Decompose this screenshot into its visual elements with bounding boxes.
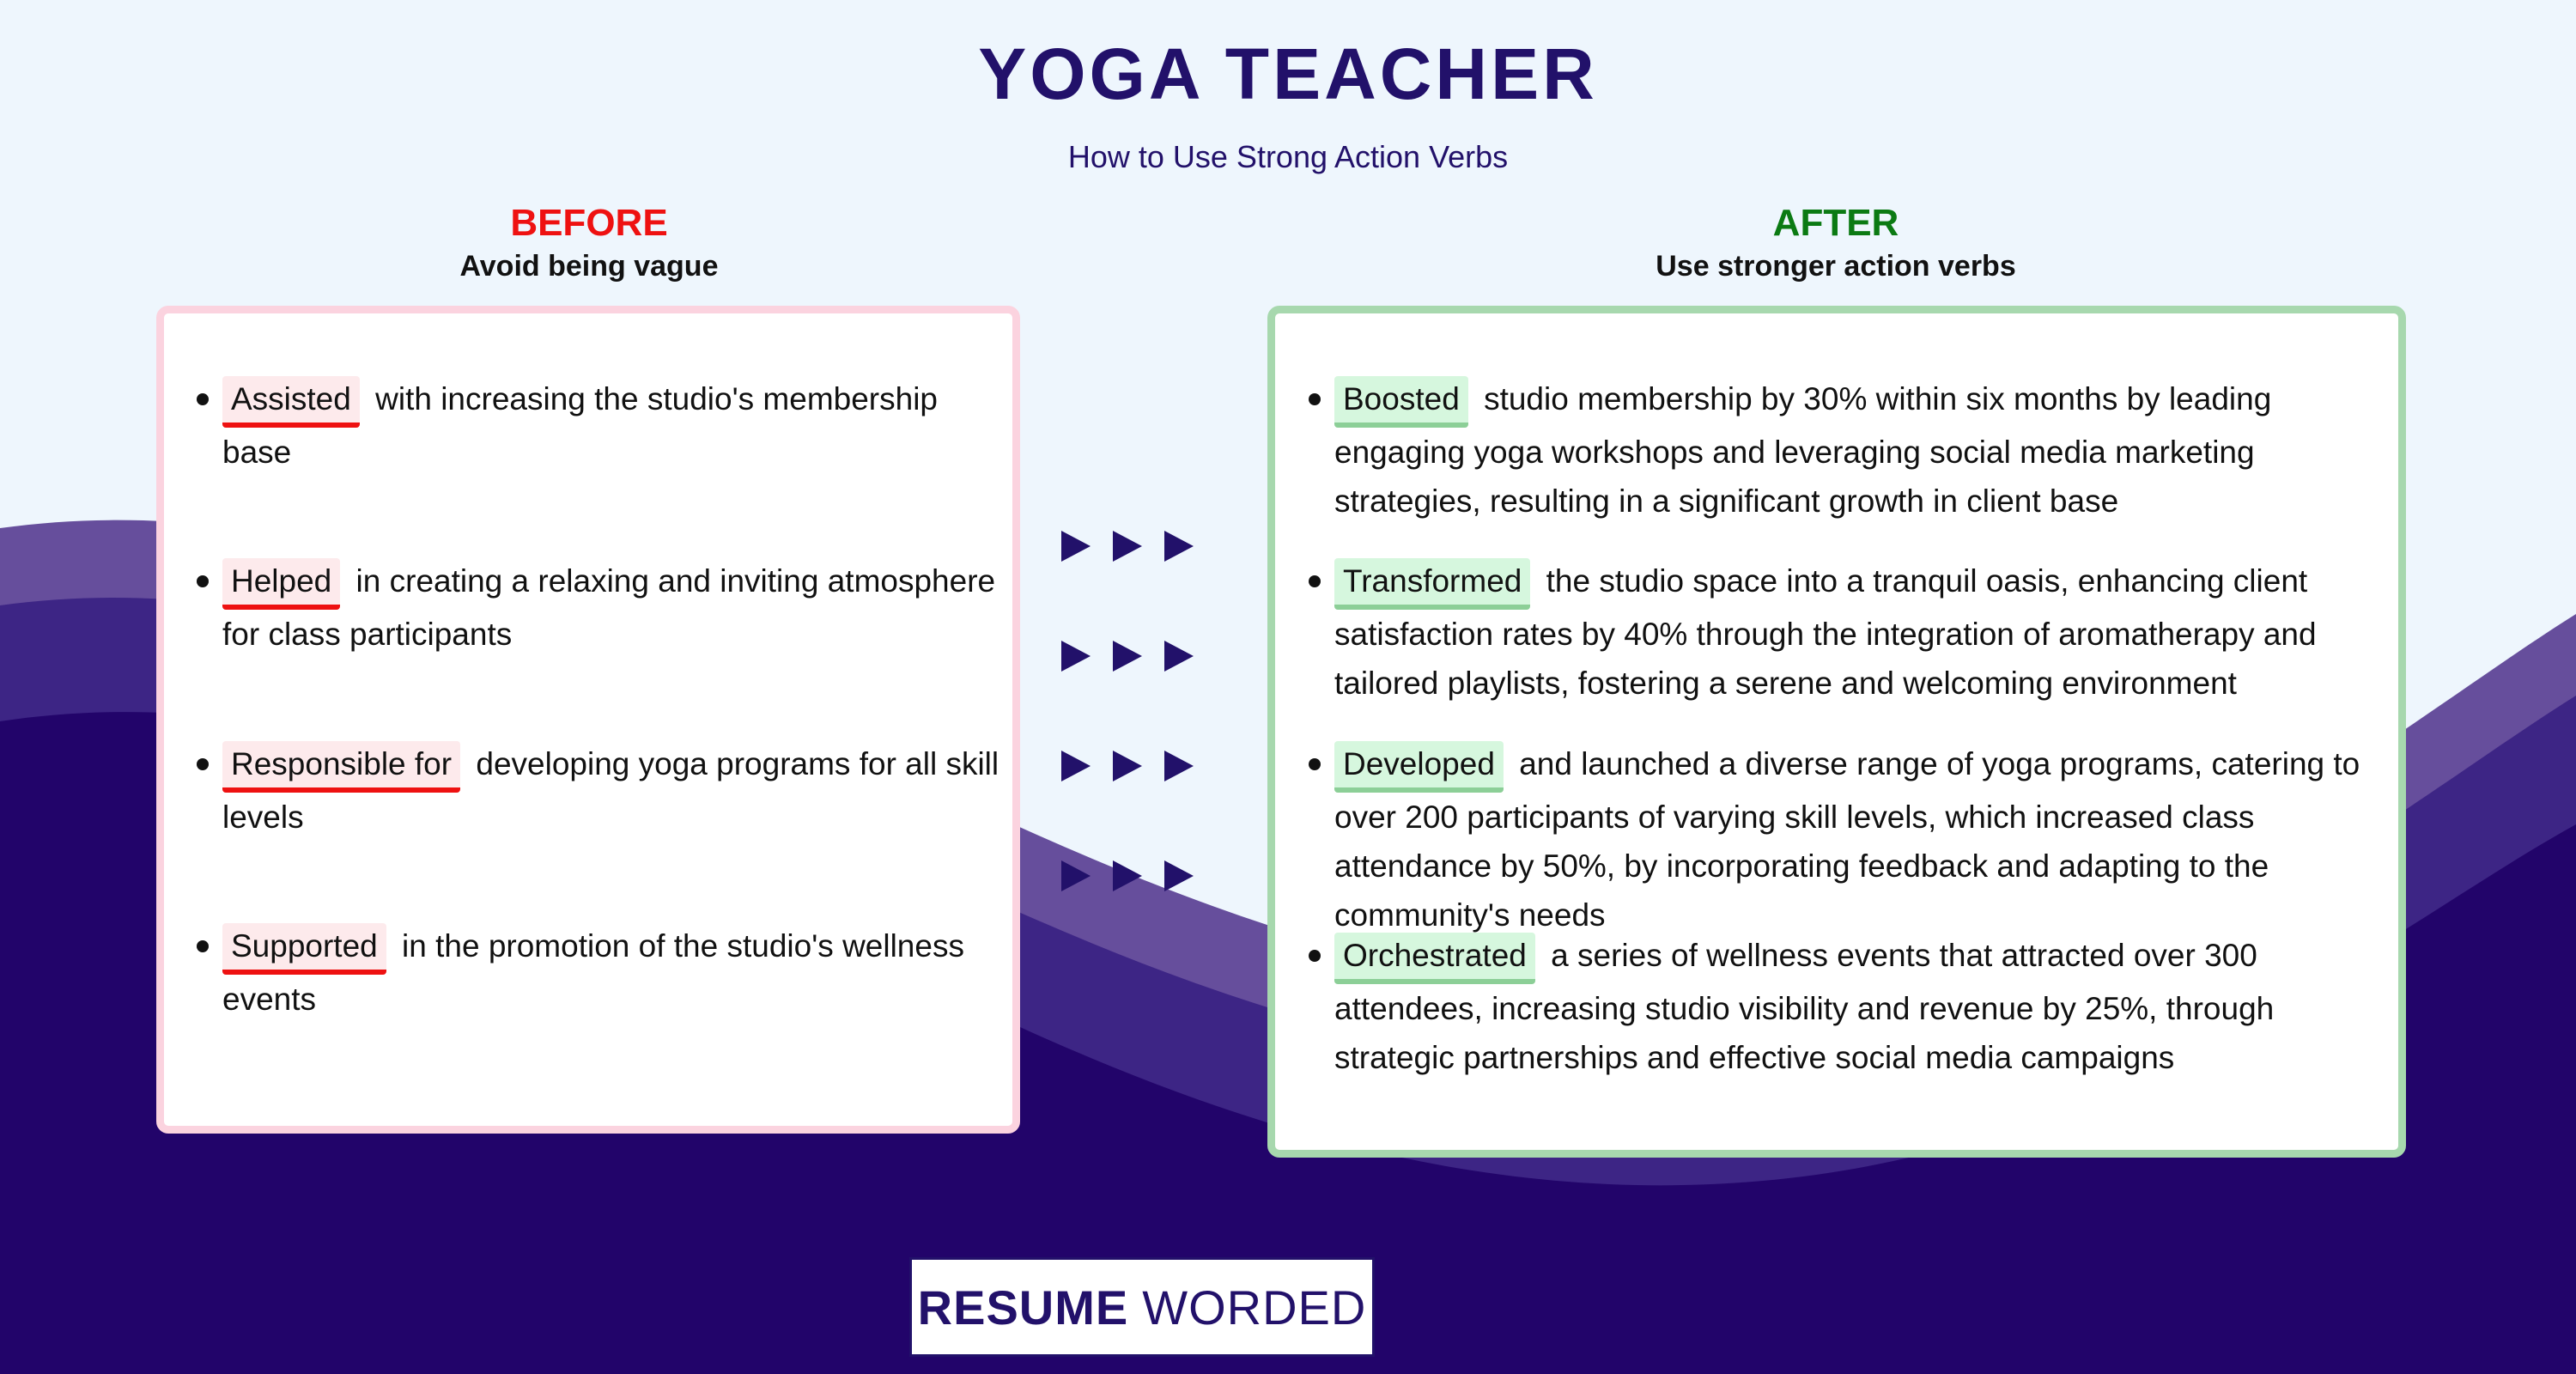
after-item (1334, 374, 2365, 526)
before-item-text: in the promotion of the studio's wellness events (222, 928, 964, 1017)
after-item (1334, 931, 2365, 1082)
bullet-icon (1309, 393, 1321, 405)
strong-verb: Orchestrated (1334, 933, 1535, 984)
arrow-right-icon (1164, 751, 1194, 781)
arrow-row (1061, 641, 1194, 672)
arrow-row (1061, 860, 1194, 891)
before-item (222, 921, 1004, 1024)
after-item-text: the studio space into a tranquil oasis, enhancing client satisfaction rates by 40% through the integration of aromatherapy and tailored playlists, fostering a serene and welcoming environment (1334, 563, 2317, 701)
arrow-right-icon (1164, 641, 1194, 672)
before-card (156, 306, 1020, 1134)
after-item-text: and launched a diverse range of yoga programs, catering to over 200 participants of varying skill levels, which increased class attendance by 50%, by incorporating feedback and adapting to the community's needs (1334, 746, 2360, 933)
page-subtitle: How to Use Strong Action Verbs (1067, 139, 1509, 174)
before-header (160, 199, 1018, 285)
arrow-right-icon (1061, 751, 1091, 781)
after-item (1334, 556, 2365, 708)
weak-verb: Responsible for (222, 741, 460, 793)
page-title: YOGA TEACHER (978, 33, 1598, 114)
strong-verb: Boosted (1334, 376, 1468, 428)
after-header (1269, 199, 2403, 285)
bullet-icon (1309, 758, 1321, 770)
arrow-right-icon (1061, 860, 1091, 891)
bullet-icon (1309, 950, 1321, 962)
before-item (222, 556, 1004, 659)
arrow-right-icon (1113, 751, 1142, 781)
weak-verb: Assisted (222, 376, 360, 428)
before-item-text: in creating a relaxing and inviting atmosphere for class participants (222, 563, 996, 652)
before-item-text: developing yoga programs for all skill levels (222, 746, 999, 835)
before-item (222, 374, 1004, 477)
after-card (1267, 306, 2406, 1158)
bullet-icon (197, 575, 209, 587)
bullet-icon (1309, 575, 1321, 587)
strong-verb: Developed (1334, 741, 1504, 793)
before-item-text: with increasing the studio's membership base (222, 381, 938, 470)
after-item-text: a series of wellness events that attracted over 300 attendees, increasing studio visibility and revenue by 25%, through strategic partnerships and effective social media campaigns (1334, 938, 2275, 1075)
before-heading: BEFORE (510, 202, 668, 244)
logo-bold-text: RESUME (917, 1280, 1129, 1334)
bullet-icon (197, 393, 209, 405)
after-item-text: studio membership by 30% within six months by leading engaging yoga workshops and leveraging social media marketing strategies, resulting in a significant growth in client base (1334, 381, 2272, 519)
arrow-right-icon (1113, 641, 1142, 672)
after-subheading: Use stronger action verbs (1656, 250, 2016, 283)
logo-regular-text: WORDED (1142, 1280, 1367, 1334)
weak-verb: Supported (222, 923, 386, 975)
arrow-right-icon (1164, 860, 1194, 891)
weak-verb: Helped (222, 558, 340, 610)
arrow-row (1061, 531, 1194, 562)
bullet-icon (197, 758, 209, 770)
before-subheading: Avoid being vague (459, 250, 719, 283)
arrow-right-icon (1061, 531, 1091, 562)
strong-verb: Transformed (1334, 558, 1530, 610)
bullet-icon (197, 940, 209, 952)
arrow-right-icon (1113, 531, 1142, 562)
after-item (1334, 739, 2365, 939)
arrow-right-icon (1164, 531, 1194, 562)
arrow-row (1061, 751, 1194, 781)
arrow-right-icon (1113, 860, 1142, 891)
after-heading: AFTER (1772, 202, 1899, 244)
resume-worded-logo (909, 1257, 1375, 1357)
arrow-right-icon (1061, 641, 1091, 672)
before-item (222, 739, 1004, 842)
